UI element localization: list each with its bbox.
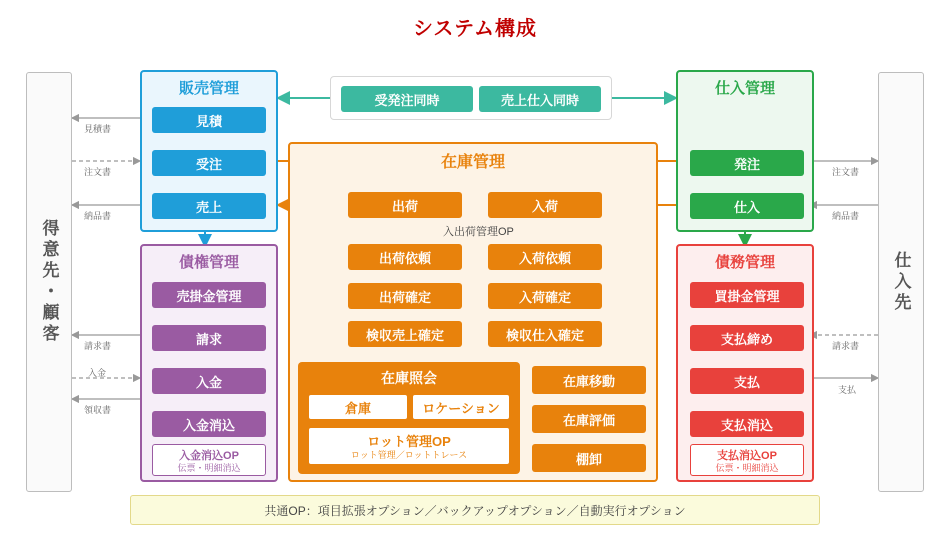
chip-payment-received[interactable]: [152, 368, 266, 394]
chip-accounts-payable[interactable]: [690, 282, 804, 308]
chip-location-label: ロケーション: [422, 400, 500, 416]
chip-receiving-label: 入荷: [531, 198, 558, 214]
panel-purchase-title: 仕入管理: [714, 80, 775, 97]
chip-receiving-request[interactable]: [488, 244, 602, 270]
chip-inspection-purchase-confirm[interactable]: [488, 321, 602, 347]
chip-payment-label: 支払: [733, 374, 760, 390]
chip-payment[interactable]: [690, 368, 804, 394]
chip-receiving[interactable]: [488, 192, 602, 218]
edge-label-receipt: 領収書: [84, 405, 112, 415]
chip-payment-closing[interactable]: [690, 325, 804, 351]
right-side-column: [878, 72, 924, 492]
chip-billing[interactable]: [152, 325, 266, 351]
chip-payment-matching-op-title: 支払消込OP: [717, 449, 777, 462]
edge-label-payment-right: 支払: [838, 385, 857, 395]
chip-stocktaking-label: 棚卸: [575, 451, 602, 467]
chip-purchase[interactable]: [690, 193, 804, 219]
edge-label-payment-in: 入金: [88, 368, 107, 378]
chip-inspection-sales-confirm-label: 検収売上確定: [365, 327, 444, 343]
panel-sales-title: 販売管理: [178, 80, 239, 97]
chip-payment-received-label: 入金: [195, 374, 222, 390]
edge-label-delivery: 納品書: [84, 211, 112, 221]
chip-shipping-confirm-label: 出荷確定: [378, 289, 431, 305]
chip-sales-label: 売上: [195, 199, 222, 215]
chip-purchase-order[interactable]: [690, 150, 804, 176]
chip-receiving-confirm-label: 入荷確定: [518, 289, 571, 305]
panel-inventory-title: 在庫管理: [440, 154, 505, 171]
chip-shipping-request-label: 出荷依頼: [378, 250, 431, 266]
chip-stock-valuation[interactable]: [532, 405, 646, 433]
edge-label-delivery-right: 納品書: [832, 211, 860, 221]
chip-simultaneous-sales[interactable]: [479, 86, 601, 112]
page-title: システム構成: [413, 18, 537, 40]
chip-quotation[interactable]: [152, 107, 266, 133]
chip-lot-management-op-sub: ロット管理／ロットトレース: [350, 450, 468, 461]
inventory-op-label: 入出荷管理OP: [443, 226, 514, 238]
panel-inventory-inquiry-title: 在庫照会: [381, 370, 437, 386]
chip-shipping-request[interactable]: [348, 244, 462, 270]
chip-stock-transfer-label: 在庫移動: [562, 373, 615, 389]
panel-receivable-title: 債権管理: [178, 254, 239, 271]
chip-payment-matching[interactable]: [690, 411, 804, 437]
chip-warehouse-label: 倉庫: [344, 400, 371, 416]
chip-payment-matching-op[interactable]: [690, 444, 804, 476]
chip-simultaneous-order-label: 受発注同時: [374, 92, 440, 108]
chip-location[interactable]: [412, 394, 510, 420]
chip-sales-order[interactable]: [152, 150, 266, 176]
chip-receipt-matching-op[interactable]: [152, 444, 266, 476]
left-side-label: 得意先・顧客: [39, 219, 59, 345]
chip-shipping-confirm[interactable]: [348, 283, 462, 309]
chip-billing-label: 請求: [195, 331, 222, 347]
chip-sales[interactable]: [152, 193, 266, 219]
common-option-bar: [130, 495, 820, 525]
panel-payable-title: 債務管理: [714, 254, 775, 271]
edge-label-order: 注文書: [84, 167, 112, 177]
chip-inspection-sales-confirm[interactable]: [348, 321, 462, 347]
chip-accounts-receivable-label: 売掛金管理: [176, 288, 242, 304]
chip-receipt-matching-op-title: 入金消込OP: [179, 449, 239, 462]
chip-stocktaking[interactable]: [532, 444, 646, 472]
chip-payment-matching-op-sub: 伝票・明細消込: [715, 462, 779, 473]
chip-receipt-matching-label: 入金消込: [182, 417, 235, 433]
chip-purchase-order-label: 発注: [733, 156, 760, 172]
chip-payment-matching-label: 支払消込: [720, 417, 773, 433]
chip-accounts-payable-label: 買掛金管理: [714, 288, 780, 304]
chip-lot-management-op-title: ロット管理OP: [367, 434, 451, 450]
chip-receipt-matching[interactable]: [152, 411, 266, 437]
chip-shipping[interactable]: [348, 192, 462, 218]
chip-simultaneous-order[interactable]: [341, 86, 473, 112]
edge-label-invoice: 請求書: [84, 341, 112, 351]
chip-payment-closing-label: 支払締め: [720, 331, 773, 347]
chip-shipping-label: 出荷: [391, 198, 418, 214]
chip-accounts-receivable[interactable]: [152, 282, 266, 308]
chip-stock-transfer[interactable]: [532, 366, 646, 394]
chip-quotation-label: 見積: [195, 113, 222, 129]
chip-inspection-purchase-confirm-label: 検収仕入確定: [505, 327, 584, 343]
chip-warehouse[interactable]: [308, 394, 408, 420]
edge-label-quote: 見積書: [84, 124, 112, 134]
common-option-bar-label: 共通OP：項目拡張オプション／バックアップオプション／自動実行オプション: [264, 503, 686, 518]
edge-label-order-right: 注文書: [832, 167, 860, 177]
chip-simultaneous-sales-label: 売上仕入同時: [500, 92, 579, 108]
right-side-label: 仕入先: [891, 250, 911, 314]
chip-receiving-confirm[interactable]: [488, 283, 602, 309]
chip-stock-valuation-label: 在庫評価: [562, 412, 615, 428]
chip-receipt-matching-op-sub: 伝票・明細消込: [177, 462, 241, 473]
chip-sales-order-label: 受注: [195, 156, 222, 172]
left-side-column: [26, 72, 72, 492]
chip-receiving-request-label: 入荷依頼: [518, 250, 571, 266]
edge-label-invoice-right: 請求書: [832, 341, 860, 351]
chip-purchase-label: 仕入: [733, 199, 760, 215]
chip-lot-management-op[interactable]: [308, 427, 510, 465]
